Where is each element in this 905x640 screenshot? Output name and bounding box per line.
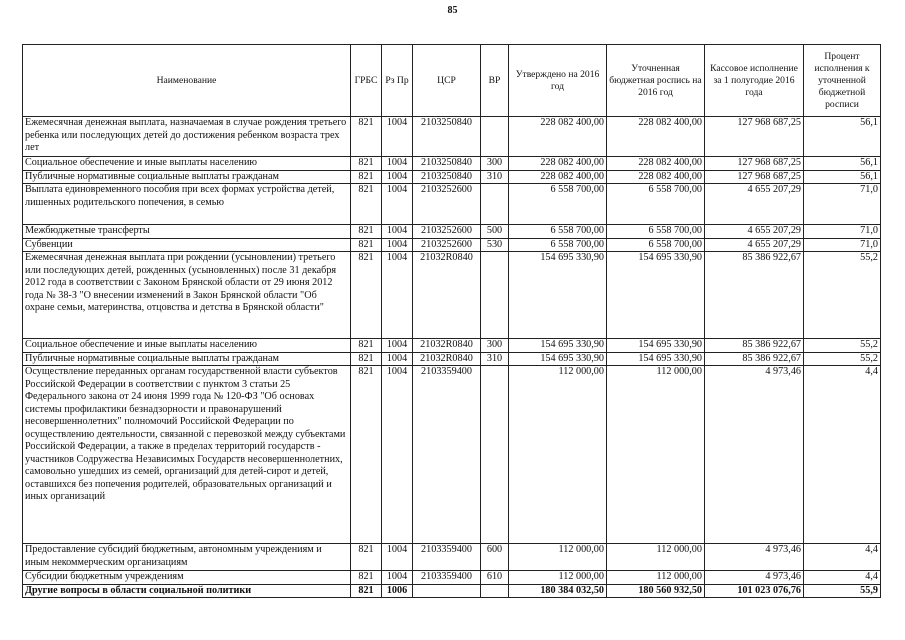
- row-refined: 228 082 400,00: [607, 157, 705, 171]
- header-csr: ЦСР: [413, 45, 481, 117]
- row-vr: 300: [481, 339, 509, 353]
- row-approved: 112 000,00: [509, 571, 607, 585]
- row-cash: 127 968 687,25: [705, 117, 804, 157]
- row-rzpr: 1004: [382, 571, 413, 585]
- total-cash: 101 023 076,76: [705, 584, 804, 598]
- row-vr: [481, 184, 509, 225]
- row-vr: 310: [481, 170, 509, 184]
- row-percent: 71,0: [804, 225, 881, 239]
- row-rzpr: 1004: [382, 157, 413, 171]
- table-row: [23, 117, 881, 157]
- row-csr: 2103250840: [413, 117, 481, 157]
- total-percent: 55,9: [804, 584, 881, 598]
- row-rzpr: 1004: [382, 184, 413, 225]
- header-approved: Утверждено на 2016 год: [509, 45, 607, 117]
- total-csr: [413, 584, 481, 598]
- row-grbs: 821: [351, 544, 382, 571]
- row-grbs: 821: [351, 225, 382, 239]
- row-rzpr: 1004: [382, 366, 413, 544]
- row-approved: 228 082 400,00: [509, 157, 607, 171]
- row-cash: 4 655 207,29: [705, 238, 804, 252]
- table-row: [23, 544, 881, 571]
- table-row: [23, 225, 881, 239]
- table-row: [23, 238, 881, 252]
- row-rzpr: 1004: [382, 352, 413, 366]
- row-csr: 2103250840: [413, 170, 481, 184]
- table-row: [23, 184, 881, 225]
- total-grbs: 821: [351, 584, 382, 598]
- row-cash: 4 973,46: [705, 544, 804, 571]
- row-csr: 2103252600: [413, 184, 481, 225]
- row-vr: 600: [481, 544, 509, 571]
- row-name: Осуществление переданных органам государственной власти субъектов Российской Федерации в соответствии с пунктом 3 статьи 25 Федерального закона от 24 июня 1999 года № 120-ФЗ "Об основах системы профилактики безнадзорности и правонарушений несовершеннолетних" полномочий Российской Федерации по осуществлению деятельности, связанной с перевозкой между субъектами Российской Федерации, а также в пределах территорий государств - участников Содружества Независимых Государств несовершеннолетних, самовольно ушедших из семей, организаций для детей-сирот и детей, оставшихся без попечения родителей, образовательных организаций и иных организаций: [23, 366, 351, 544]
- row-cash: 85 386 922,67: [705, 252, 804, 339]
- row-percent: 4,4: [804, 544, 881, 571]
- header-vr: ВР: [481, 45, 509, 117]
- row-rzpr: 1004: [382, 225, 413, 239]
- row-vr: 610: [481, 571, 509, 585]
- row-approved: 6 558 700,00: [509, 238, 607, 252]
- row-approved: 112 000,00: [509, 544, 607, 571]
- row-grbs: 821: [351, 117, 382, 157]
- row-name: Публичные нормативные социальные выплаты гражданам: [23, 170, 351, 184]
- row-grbs: 821: [351, 366, 382, 544]
- row-name: Ежемесячная денежная выплата при рождении (усыновлении) третьего или последующих детей, рожденных (усыновленных) после 31 декабря 2012 года в соответствии с Законом Брянской области от 29 июня 2012 года № 38-З "О внесении изменений в Закон Брянской области "Об охране семьи, материнства, отцовства и детства в Брянской области": [23, 252, 351, 339]
- total-name: Другие вопросы в области социальной политики: [23, 584, 351, 598]
- total-vr: [481, 584, 509, 598]
- row-percent: 55,2: [804, 252, 881, 339]
- header-rzpr: Рз Пр: [382, 45, 413, 117]
- row-vr: 500: [481, 225, 509, 239]
- row-cash: 85 386 922,67: [705, 339, 804, 353]
- row-approved: 112 000,00: [509, 366, 607, 544]
- row-csr: 2103252600: [413, 238, 481, 252]
- table-row: [23, 571, 881, 585]
- row-cash: 127 968 687,25: [705, 157, 804, 171]
- row-grbs: 821: [351, 571, 382, 585]
- row-approved: 6 558 700,00: [509, 225, 607, 239]
- row-percent: 55,2: [804, 352, 881, 366]
- row-cash: 4 655 207,29: [705, 225, 804, 239]
- row-cash: 4 973,46: [705, 571, 804, 585]
- row-name: Социальное обеспечение и иные выплаты населению: [23, 339, 351, 353]
- row-vr: [481, 252, 509, 339]
- row-rzpr: 1004: [382, 544, 413, 571]
- row-refined: 154 695 330,90: [607, 352, 705, 366]
- row-csr: 2103250840: [413, 157, 481, 171]
- row-name: Публичные нормативные социальные выплаты гражданам: [23, 352, 351, 366]
- row-rzpr: 1004: [382, 339, 413, 353]
- row-csr: 21032R0840: [413, 352, 481, 366]
- row-approved: 154 695 330,90: [509, 339, 607, 353]
- page-number: 85: [447, 5, 458, 16]
- row-refined: 154 695 330,90: [607, 252, 705, 339]
- row-approved: 228 082 400,00: [509, 117, 607, 157]
- row-refined: 6 558 700,00: [607, 184, 705, 225]
- row-name: Предоставление субсидий бюджетным, автономным учреждениям и иным некоммерческим организациям: [23, 544, 351, 571]
- row-approved: 154 695 330,90: [509, 352, 607, 366]
- row-cash: 4 655 207,29: [705, 184, 804, 225]
- row-vr: 530: [481, 238, 509, 252]
- header-grbs: ГРБС: [351, 45, 382, 117]
- row-vr: 310: [481, 352, 509, 366]
- header-percent: Процент исполнения к уточненной бюджетной росписи: [804, 45, 881, 117]
- row-percent: 56,1: [804, 170, 881, 184]
- row-grbs: 821: [351, 339, 382, 353]
- row-vr: 300: [481, 157, 509, 171]
- row-cash: 85 386 922,67: [705, 352, 804, 366]
- row-refined: 228 082 400,00: [607, 170, 705, 184]
- row-name: Субвенции: [23, 238, 351, 252]
- row-refined: 6 558 700,00: [607, 238, 705, 252]
- row-grbs: 821: [351, 184, 382, 225]
- row-grbs: 821: [351, 252, 382, 339]
- header-row: [23, 45, 881, 117]
- row-csr: 21032R0840: [413, 252, 481, 339]
- table-row: [23, 252, 881, 339]
- row-rzpr: 1004: [382, 170, 413, 184]
- row-name: Социальное обеспечение и иные выплаты населению: [23, 157, 351, 171]
- row-name: Ежемесячная денежная выплата, назначаемая в случае рождения третьего ребенка или последующих детей до достижения ребенком возраста трех лет: [23, 117, 351, 157]
- row-refined: 112 000,00: [607, 366, 705, 544]
- total-row: [23, 584, 881, 598]
- row-refined: 6 558 700,00: [607, 225, 705, 239]
- row-grbs: 821: [351, 352, 382, 366]
- row-grbs: 821: [351, 170, 382, 184]
- row-grbs: 821: [351, 157, 382, 171]
- row-csr: 2103252600: [413, 225, 481, 239]
- table-row: [23, 170, 881, 184]
- row-refined: 112 000,00: [607, 571, 705, 585]
- row-approved: 228 082 400,00: [509, 170, 607, 184]
- row-percent: 71,0: [804, 184, 881, 225]
- row-approved: 154 695 330,90: [509, 252, 607, 339]
- row-rzpr: 1004: [382, 238, 413, 252]
- row-csr: 21032R0840: [413, 339, 481, 353]
- table-row: [23, 157, 881, 171]
- row-name: Субсидии бюджетным учреждениям: [23, 571, 351, 585]
- budget-table: [22, 44, 881, 598]
- row-percent: 56,1: [804, 157, 881, 171]
- row-refined: 228 082 400,00: [607, 117, 705, 157]
- row-percent: 71,0: [804, 238, 881, 252]
- header-refined: Уточненная бюджетная роспись на 2016 год: [607, 45, 705, 117]
- row-cash: 4 973,46: [705, 366, 804, 544]
- row-csr: 2103359400: [413, 571, 481, 585]
- row-cash: 127 968 687,25: [705, 170, 804, 184]
- row-refined: 154 695 330,90: [607, 339, 705, 353]
- row-name: Выплата единовременного пособия при всех формах устройства детей, лишенных родительского попечения, в семью: [23, 184, 351, 225]
- table-row: [23, 339, 881, 353]
- header-cash: Кассовое исполнение за 1 полугодие 2016 года: [705, 45, 804, 117]
- total-approved: 180 384 032,50: [509, 584, 607, 598]
- row-percent: 55,2: [804, 339, 881, 353]
- row-percent: 4,4: [804, 571, 881, 585]
- row-rzpr: 1004: [382, 252, 413, 339]
- table-row: [23, 366, 881, 544]
- header-name: Наименование: [23, 45, 351, 117]
- row-percent: 4,4: [804, 366, 881, 544]
- total-rzpr: 1006: [382, 584, 413, 598]
- row-rzpr: 1004: [382, 117, 413, 157]
- row-name: Межбюджетные трансферты: [23, 225, 351, 239]
- row-vr: [481, 117, 509, 157]
- row-percent: 56,1: [804, 117, 881, 157]
- row-csr: 2103359400: [413, 366, 481, 544]
- row-approved: 6 558 700,00: [509, 184, 607, 225]
- row-csr: 2103359400: [413, 544, 481, 571]
- row-vr: [481, 366, 509, 544]
- row-grbs: 821: [351, 238, 382, 252]
- row-refined: 112 000,00: [607, 544, 705, 571]
- total-refined: 180 560 932,50: [607, 584, 705, 598]
- table-row: [23, 352, 881, 366]
